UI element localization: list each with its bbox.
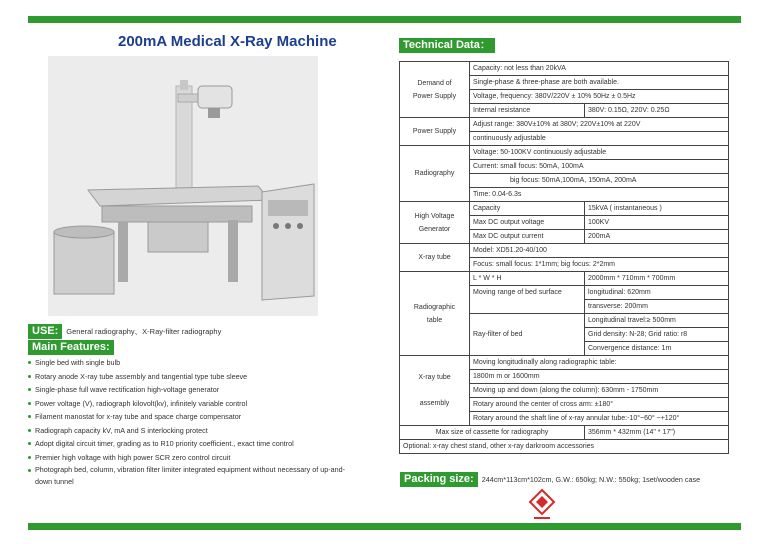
technical-data-label: Technical Data： xyxy=(399,38,495,53)
technical-data-table xyxy=(399,61,729,454)
high-voltage-generator-label: High Voltage Generator xyxy=(400,202,470,244)
table-row xyxy=(400,356,729,370)
bottom-green-bar xyxy=(28,523,741,530)
demand-power-label: Demand of Power Supply xyxy=(400,62,470,118)
radiography-bigfocus-cell: big focus: 50mA,100mA, 150mA, 200mA xyxy=(470,174,729,188)
table-row xyxy=(400,272,729,286)
hv-maxdc-voltage-label: Max DC output voltage xyxy=(470,216,585,230)
table-row xyxy=(400,62,729,76)
internal-resistance-label: Internal resistance xyxy=(470,104,585,118)
rotate-shaft-cell: Rotary around the shaft line of x-ray annular tube:-10°~60° ~+120° xyxy=(470,412,729,426)
table-row xyxy=(400,440,729,454)
tube-focus-cell: Focus: small focus: 1*1mm; big focus: 2*2mm xyxy=(470,258,729,272)
internal-resistance-value: 380V: 0.15Ω, 220V: 0.25Ω xyxy=(585,104,729,118)
top-green-bar xyxy=(28,16,741,23)
rotate-cross-cell: Rotary around the center of cross arm: ±180° xyxy=(470,398,729,412)
grid-value: Grid density: N-28; Grid ratio: r8 xyxy=(585,328,729,342)
feature-item: Power voltage (V), radiograph kilovolt(kv), infinitely variable control xyxy=(28,397,358,411)
feature-item: Filament manostat for x-ray tube and space charge compensator xyxy=(28,410,358,424)
optional-cell: Optional: x-ray chest stand, other x-ray darkroom accessories xyxy=(400,440,729,454)
lwh-value: 2000mm * 710mm * 700mm xyxy=(585,272,729,286)
transverse-value: transverse: 200mm xyxy=(585,300,729,314)
table-row xyxy=(400,118,729,132)
power-supply-label: Power Supply xyxy=(400,118,470,146)
feature-item: Premier high voltage with high power SCR zero control circuit xyxy=(28,451,358,465)
cassette-value: 356mm * 432mm (14" * 17") xyxy=(585,426,729,440)
packing-section xyxy=(400,472,700,487)
radiography-time-cell: Time: 0.04-6.3s xyxy=(470,188,729,202)
use-text: General radiography、X-Ray-filter radiography xyxy=(66,327,222,336)
radiography-current-cell: Current: small focus: 50mA, 100mA xyxy=(470,160,729,174)
feature-item: Rotary anode X-ray tube assembly and tangential type tube sleeve xyxy=(28,370,358,384)
longitudinal-travel-value: Longitudinal travel:≥ 500mm xyxy=(585,314,729,328)
lwh-label: L * W * H xyxy=(470,272,585,286)
move-longitudinal-value-cell: 1800m m or 1600mm xyxy=(470,370,729,384)
feature-item: Single-phase full wave rectification high-voltage generator xyxy=(28,383,358,397)
moving-range-label: Moving range of bed surface xyxy=(470,286,585,314)
feature-item: Adopt digital circuit timer, grading as to R10 priority coefficient., exact time control xyxy=(28,437,358,451)
radiography-label: Radiography xyxy=(400,146,470,202)
packing-text: 244cm*113cm*102cm, G.W.: 650kg; N.W.: 550kg; 1set/wooden case xyxy=(481,475,701,484)
capacity-cell: Capacity: not less than 20kVA xyxy=(470,62,729,76)
hv-maxdc-current-value: 200mA xyxy=(585,230,729,244)
main-features-list xyxy=(28,356,358,488)
adjust-range-cell: Adjust range: 380V±10% at 380V; 220V±10% at 220V xyxy=(470,118,729,132)
voltage-frequency-cell: Voltage, frequency: 380V/220V ± 10% 50Hz ± 0.5Hz xyxy=(470,90,729,104)
cassette-label: Max size of cassette for radiography xyxy=(400,426,585,440)
hv-maxdc-voltage-value: 100KV xyxy=(585,216,729,230)
packing-label: Packing size: xyxy=(400,472,478,487)
table-row xyxy=(400,426,729,440)
radiography-voltage-cell: Voltage: 50-100KV continuously adjustable xyxy=(470,146,729,160)
hv-capacity-value: 15kVA ( instantaneous ) xyxy=(585,202,729,216)
product-photo xyxy=(48,56,318,316)
company-logo-icon xyxy=(528,488,556,522)
use-label: USE: xyxy=(28,324,62,339)
feature-item: Photograph bed, column, vibration filter limiter integrated equipment without necessary of up-and-down tunnel xyxy=(28,464,358,488)
table-row xyxy=(400,244,729,258)
ray-filter-label: Ray-filter of bed xyxy=(470,314,585,356)
tube-assembly-label: X-ray tube assembly xyxy=(400,356,470,426)
tube-model-cell: Model: XD51.20-40/100 xyxy=(470,244,729,258)
xray-tube-label: X-ray tube xyxy=(400,244,470,272)
xray-machine-image xyxy=(48,56,318,316)
continuously-cell: continuously adjustable xyxy=(470,132,729,146)
convergence-value: Convergence distance: 1m xyxy=(585,342,729,356)
page-title: 200mA Medical X-Ray Machine xyxy=(118,33,337,50)
move-updown-cell: Moving up and down (along the column): 630mm - 1750mm xyxy=(470,384,729,398)
table-row xyxy=(400,202,729,216)
radiographic-table-label: Radiographic table xyxy=(400,272,470,356)
feature-item: Single bed with single bulb xyxy=(28,356,358,370)
table-row xyxy=(400,146,729,160)
feature-item: Radiograph capacity kV, mA and S interlocking protect xyxy=(28,424,358,438)
phase-cell: Single-phase & three-phase are both available. xyxy=(470,76,729,90)
hv-maxdc-current-label: Max DC output current xyxy=(470,230,585,244)
use-section xyxy=(28,324,221,339)
move-longitudinal-cell: Moving longitudinally along radiographic table: xyxy=(470,356,729,370)
hv-capacity-label: Capacity xyxy=(470,202,585,216)
main-features-label: Main Features: xyxy=(28,340,114,355)
longitudinal-value: longitudinal: 620mm xyxy=(585,286,729,300)
